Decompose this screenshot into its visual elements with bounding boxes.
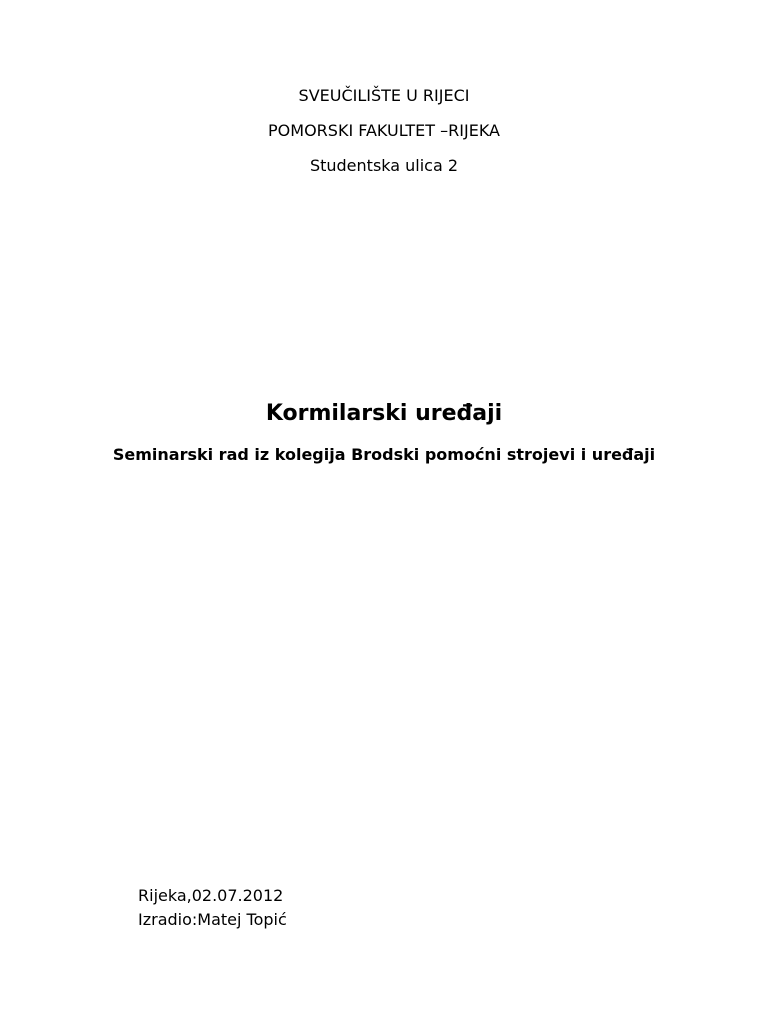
author-line: Izradio:Matej Topić xyxy=(138,910,287,929)
faculty-name: POMORSKI FAKULTET –RIJEKA xyxy=(268,121,500,140)
university-name: SVEUČILIŠTE U RIJECI xyxy=(298,86,470,105)
faculty-address: Studentska ulica 2 xyxy=(309,156,459,175)
document-subtitle: Seminarski rad iz kolegija Brodski pomoćni strojevi i uređaji xyxy=(112,445,656,464)
document-title: Kormilarski uređaji xyxy=(265,401,503,426)
place-and-date: Rijeka,02.07.2012 xyxy=(138,886,284,905)
